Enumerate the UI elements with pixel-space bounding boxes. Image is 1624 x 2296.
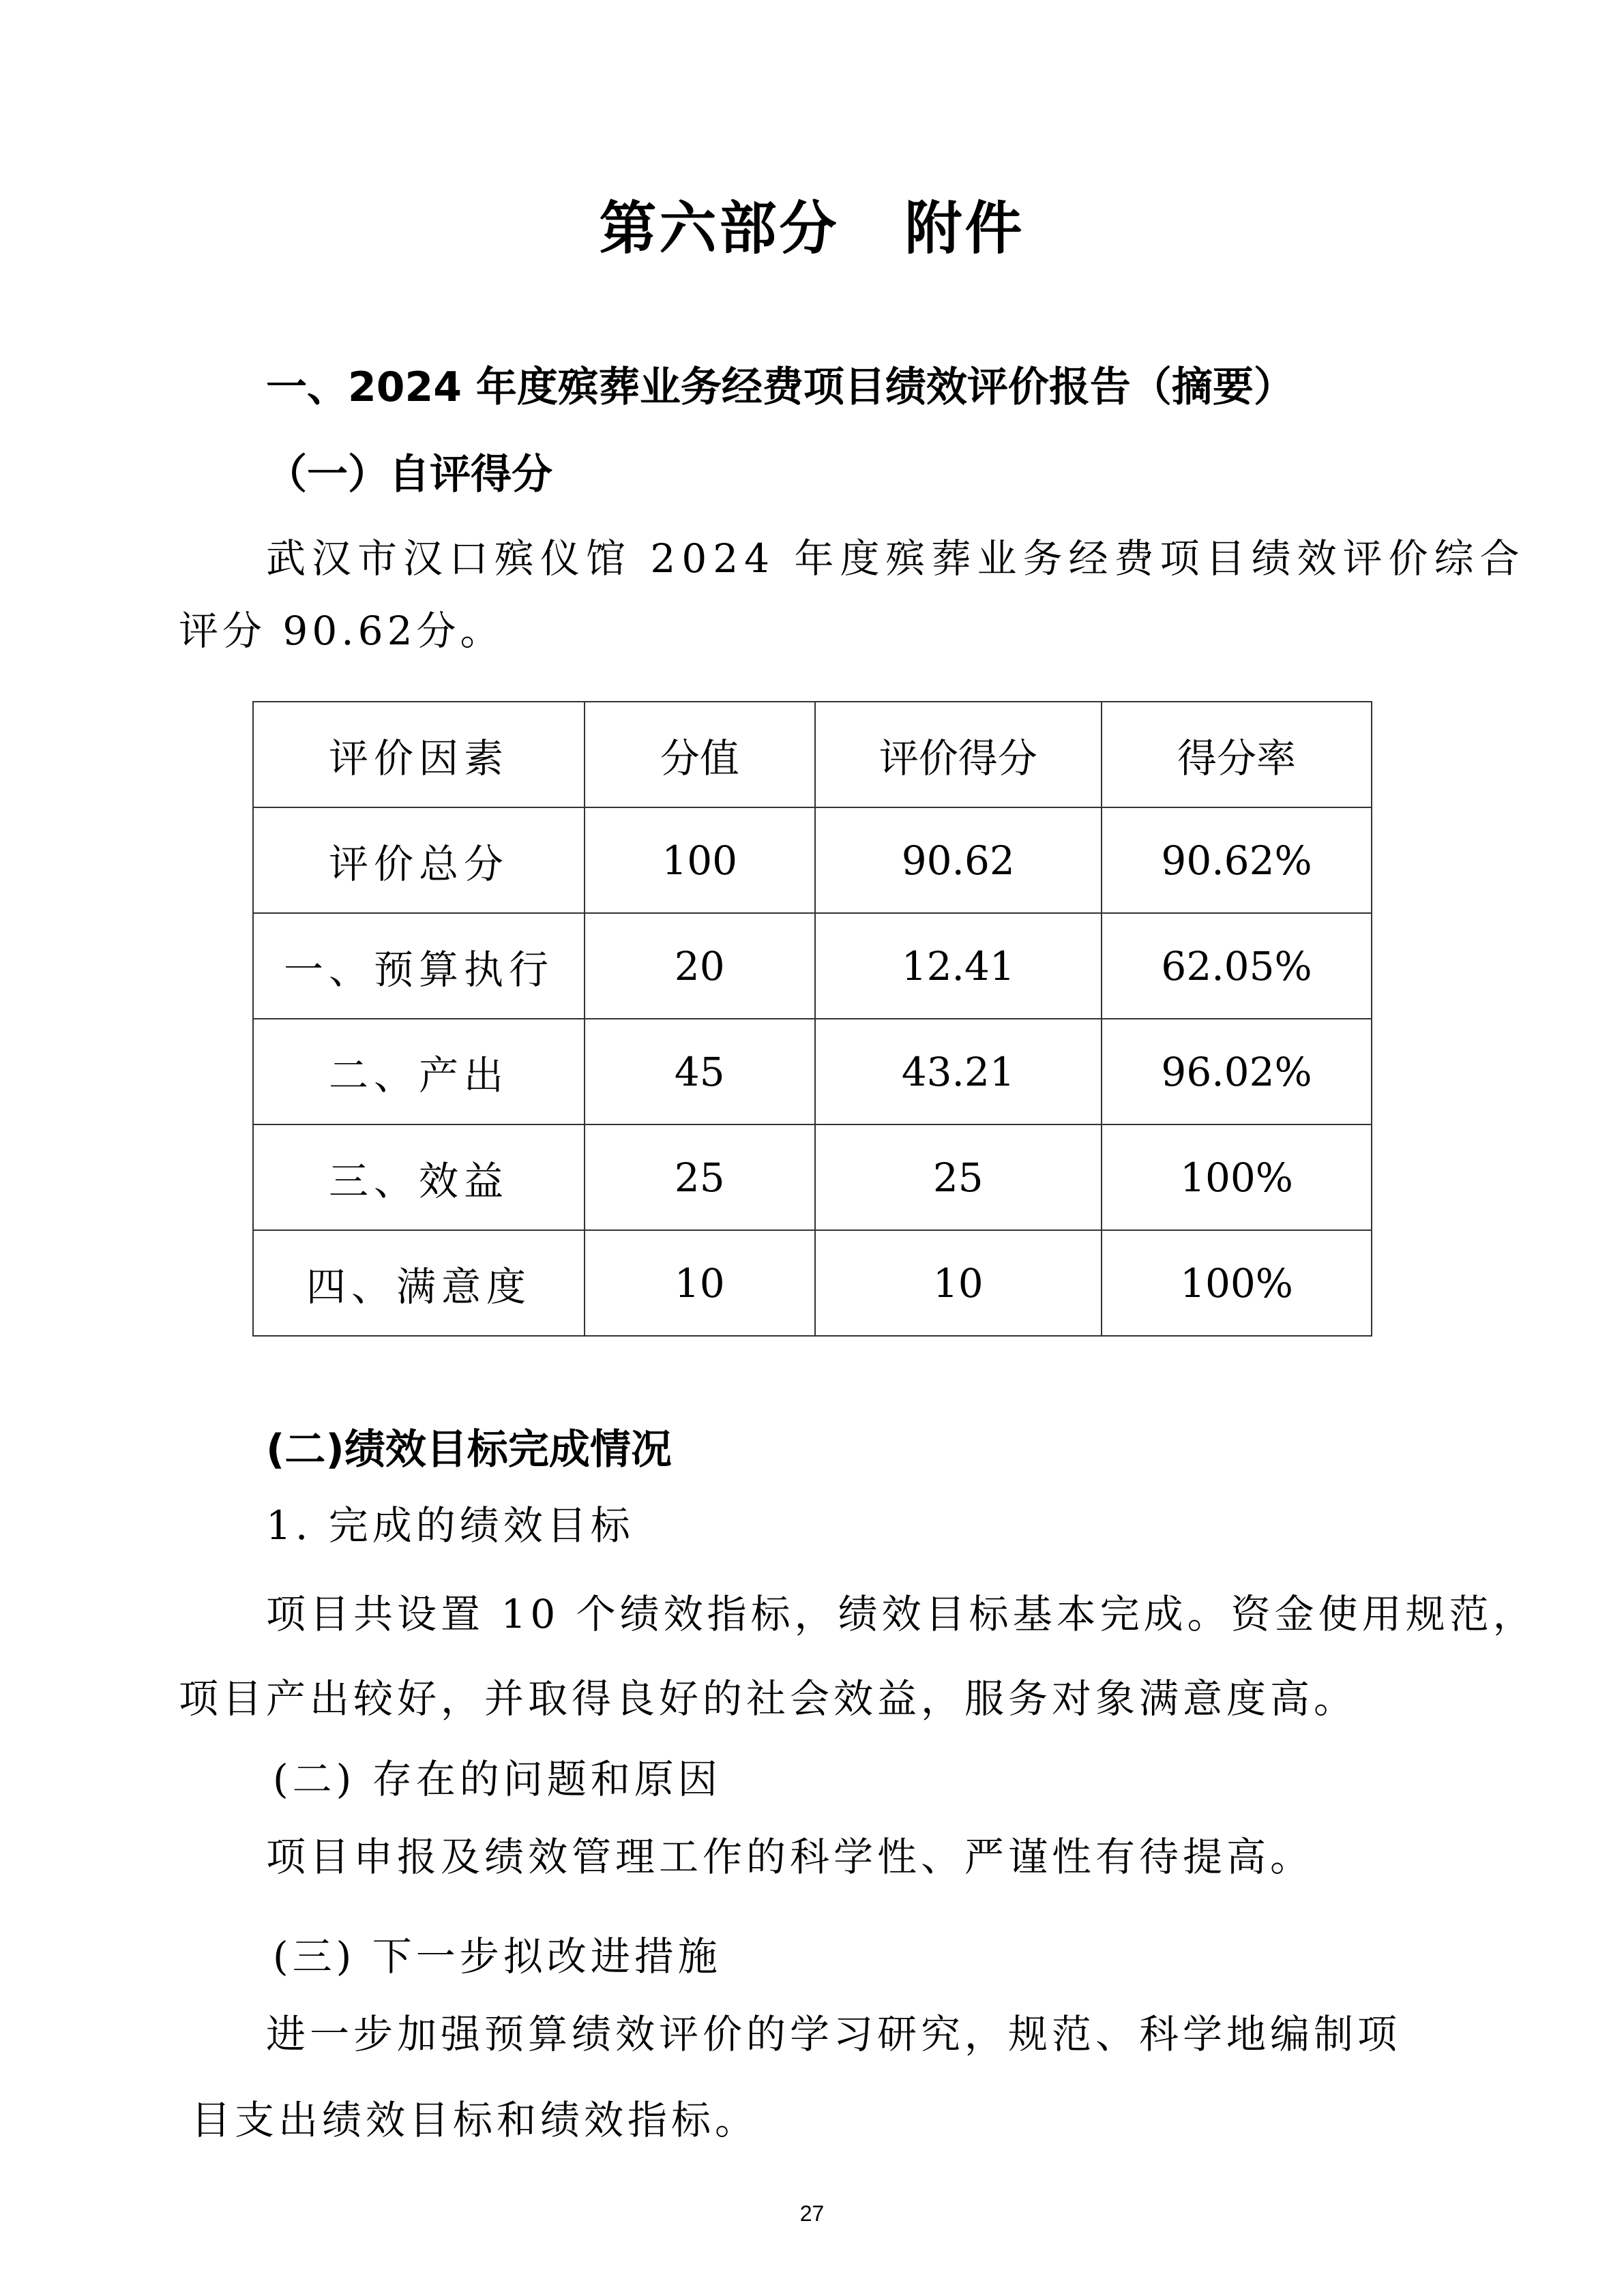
subsection-heading-goals: (二)绩效目标完成情况	[266, 1426, 672, 1474]
score-table	[252, 701, 1372, 1337]
table-cell: 100%	[1102, 1230, 1372, 1336]
table-cell: 62.05%	[1102, 913, 1372, 1019]
sub-item-problems: (二) 存在的问题和原因	[273, 1756, 722, 1802]
table-cell: 一、预算执行	[253, 913, 585, 1019]
sub-item-completed-goals: 1. 完成的绩效目标	[266, 1502, 634, 1549]
table-cell: 90.62%	[1102, 807, 1372, 913]
paragraph-score-line-1: 武汉市汉口殡仪馆 2024 年度殡葬业务经费项目绩效评价综合	[266, 535, 1526, 582]
table-cell: 96.02%	[1102, 1019, 1372, 1124]
table-cell: 45	[585, 1019, 815, 1124]
header-cell: 分值	[585, 702, 815, 807]
table-cell: 100	[585, 807, 815, 913]
page-title	[0, 183, 1624, 265]
table-cell: 90.62	[815, 807, 1102, 913]
table-cell: 三、效益	[253, 1124, 585, 1230]
table-cell: 12.41	[815, 913, 1102, 1019]
table-cell: 10	[815, 1230, 1102, 1336]
table-cell: 10	[585, 1230, 815, 1336]
section-heading: 一、2024 年度殡葬业务经费项目绩效评价报告（摘要）	[266, 363, 1295, 411]
header-cell: 评价因素	[253, 702, 585, 807]
paragraph-goals-line-2: 项目产出较好，并取得良好的社会效益，服务对象满意度高。	[179, 1675, 1358, 1722]
sub-item-improvements: (三) 下一步拟改进措施	[273, 1933, 722, 1980]
paragraph-improvements-line-2: 目支出绩效目标和绩效指标。	[191, 2097, 759, 2143]
table-cell: 评价总分	[253, 807, 585, 913]
table-cell: 25	[585, 1124, 815, 1230]
table-header-row	[253, 702, 1372, 807]
subsection-heading-self-score: （一）自评得分	[266, 451, 552, 498]
header-cell: 评价得分	[815, 702, 1102, 807]
table-row	[253, 913, 1372, 1019]
table-cell: 20	[585, 913, 815, 1019]
table-row	[253, 1019, 1372, 1124]
table-cell: 二、产出	[253, 1019, 585, 1124]
page-title-part: 第六部分	[599, 195, 840, 262]
paragraph-goals-line-1: 项目共设置 10 个绩效指标，绩效目标基本完成。资金使用规范，	[266, 1591, 1537, 1637]
table-cell: 四、满意度	[253, 1230, 585, 1336]
paragraph-problems: 项目申报及绩效管理工作的科学性、严谨性有待提高。	[266, 1834, 1314, 1880]
header-cell: 得分率	[1102, 702, 1372, 807]
table-cell: 25	[815, 1124, 1102, 1230]
paragraph-score-line-2: 评分 90.62分。	[179, 608, 504, 654]
paragraph-improvements-line-1: 进一步加强预算绩效评价的学习研究，规范、科学地编制项	[266, 2011, 1402, 2057]
table-row	[253, 1124, 1372, 1230]
table-cell: 100%	[1102, 1124, 1372, 1230]
table-row	[253, 807, 1372, 913]
page-number: 27	[799, 2201, 825, 2226]
table-row	[253, 1230, 1372, 1336]
table-cell: 43.21	[815, 1019, 1102, 1124]
page-title-name: 附件	[904, 195, 1025, 262]
